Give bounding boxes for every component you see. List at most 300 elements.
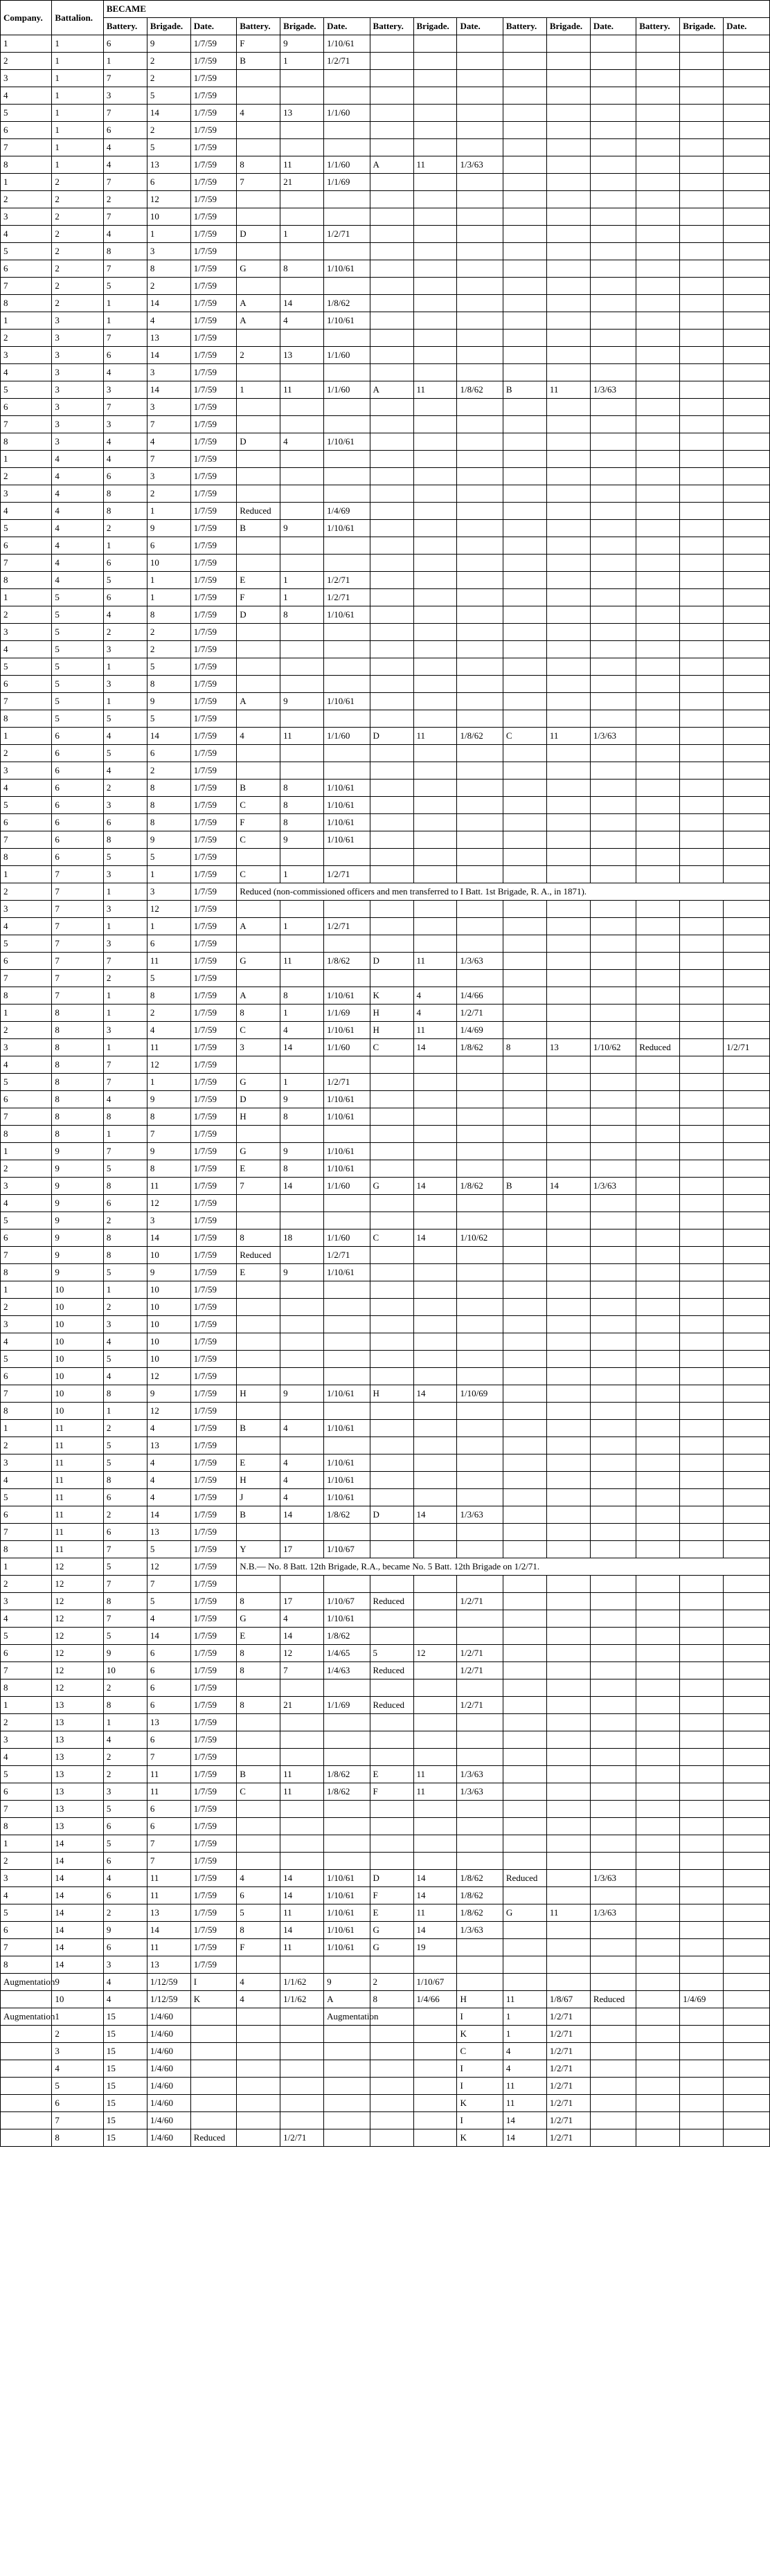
empty-cell — [636, 676, 680, 693]
table-cell: 15 — [103, 2095, 147, 2112]
table-cell: 12 — [52, 1662, 103, 1679]
empty-cell — [546, 1835, 590, 1853]
table-cell: 1 — [52, 87, 103, 105]
empty-cell — [280, 1576, 324, 1593]
empty-cell — [680, 1904, 724, 1922]
empty-cell — [280, 555, 324, 572]
empty-cell — [636, 797, 680, 814]
empty-cell — [680, 1230, 724, 1247]
table-cell: 1 — [1, 866, 52, 883]
table-cell — [413, 2008, 457, 2026]
table-cell: 14 — [280, 1506, 324, 1524]
table-cell: 1/7/59 — [190, 433, 236, 451]
empty-cell — [724, 1195, 770, 1212]
empty-cell — [237, 537, 280, 555]
table-cell: 7 — [1, 555, 52, 572]
empty-cell — [724, 1887, 770, 1904]
empty-cell — [457, 606, 503, 624]
empty-cell — [680, 555, 724, 572]
empty-cell — [280, 1126, 324, 1143]
empty-cell — [457, 1333, 503, 1351]
table-cell — [280, 2060, 324, 2078]
empty-cell — [324, 1195, 370, 1212]
empty-cell — [546, 849, 590, 866]
empty-cell — [546, 1887, 590, 1904]
empty-cell — [503, 1195, 546, 1212]
empty-cell — [237, 416, 280, 433]
table-cell: 1/7/59 — [190, 1558, 236, 1576]
table-cell: 11 — [280, 1904, 324, 1922]
empty-cell — [503, 537, 546, 555]
table-cell: 12 — [52, 1576, 103, 1593]
table-cell: 7 — [103, 174, 147, 191]
empty-cell — [324, 1749, 370, 1766]
empty-cell — [680, 1385, 724, 1403]
empty-cell — [370, 1333, 413, 1351]
empty-cell — [590, 1956, 636, 1974]
empty-cell — [370, 1108, 413, 1126]
empty-cell — [503, 762, 546, 780]
empty-cell — [636, 1749, 680, 1766]
table-row — [1, 728, 770, 745]
empty-cell — [413, 624, 457, 641]
empty-cell — [503, 468, 546, 485]
table-cell: 8 — [103, 1697, 147, 1714]
table-row — [1, 2095, 770, 2112]
table-cell: 1/7/59 — [190, 1333, 236, 1351]
empty-cell — [413, 1316, 457, 1333]
table-cell: I — [457, 2008, 503, 2026]
empty-cell — [680, 1437, 724, 1454]
table-cell: 1/10/62 — [590, 1039, 636, 1056]
table-cell: 3 — [103, 935, 147, 953]
table-row — [1, 1506, 770, 1524]
table-cell: 1/7/59 — [190, 1281, 236, 1299]
empty-cell — [546, 1818, 590, 1835]
table-cell: I — [457, 2112, 503, 2129]
empty-cell — [457, 35, 503, 53]
empty-cell — [413, 1835, 457, 1853]
empty-cell — [546, 1610, 590, 1628]
table-cell: 4 — [103, 1333, 147, 1351]
battalion-header: Battalion. — [52, 1, 103, 35]
table-row — [1, 330, 770, 347]
table-row — [1, 676, 770, 693]
empty-cell — [724, 1281, 770, 1299]
empty-cell — [546, 520, 590, 537]
table-cell: 10 — [52, 1991, 103, 2008]
empty-cell — [546, 1195, 590, 1212]
table-row — [1, 1247, 770, 1264]
table-cell: 4 — [1, 780, 52, 797]
table-cell: 13 — [52, 1801, 103, 1818]
empty-cell — [724, 1991, 770, 2008]
table-cell — [190, 2026, 236, 2043]
empty-cell — [724, 1489, 770, 1506]
empty-cell — [503, 364, 546, 381]
table-cell: 1/10/61 — [324, 987, 370, 1005]
empty-cell — [636, 381, 680, 399]
table-cell: 8 — [147, 780, 190, 797]
table-cell: 1 — [1, 728, 52, 745]
empty-cell — [280, 1714, 324, 1731]
table-cell: 4 — [1, 364, 52, 381]
empty-cell — [457, 555, 503, 572]
table-cell: 1/7/59 — [190, 1299, 236, 1316]
empty-cell — [503, 35, 546, 53]
table-cell: 14 — [147, 381, 190, 399]
empty-cell — [413, 433, 457, 451]
table-cell: 1/8/62 — [324, 1783, 370, 1801]
empty-cell — [724, 2112, 770, 2129]
table-cell — [324, 2129, 370, 2147]
table-cell: 18 — [280, 1230, 324, 1247]
table-cell: 8 — [103, 485, 147, 503]
empty-cell — [413, 278, 457, 295]
empty-cell — [413, 710, 457, 728]
table-cell: 1/7/59 — [190, 1178, 236, 1195]
table-cell: 7 — [1, 1801, 52, 1818]
table-cell: 1/1/60 — [324, 381, 370, 399]
empty-cell — [680, 122, 724, 139]
empty-cell — [280, 1801, 324, 1818]
empty-cell — [636, 589, 680, 606]
empty-cell — [636, 330, 680, 347]
empty-cell — [590, 1195, 636, 1212]
empty-cell — [503, 1541, 546, 1558]
table-cell: 1/7/59 — [190, 243, 236, 260]
table-cell: 11 — [280, 953, 324, 970]
table-cell: 8 — [103, 1385, 147, 1403]
empty-cell — [590, 433, 636, 451]
empty-cell — [546, 416, 590, 433]
table-cell: 8 — [237, 1593, 280, 1610]
empty-cell — [457, 693, 503, 710]
table-cell: 3 — [52, 364, 103, 381]
table-cell: 7 — [1, 139, 52, 156]
table-row — [1, 520, 770, 537]
empty-cell — [413, 191, 457, 208]
table-cell: 3 — [103, 416, 147, 433]
table-cell: 2 — [147, 624, 190, 641]
empty-cell — [680, 1974, 724, 1991]
empty-cell — [237, 676, 280, 693]
table-cell: 5 — [147, 139, 190, 156]
empty-cell — [590, 1368, 636, 1385]
empty-cell — [503, 433, 546, 451]
empty-cell — [636, 278, 680, 295]
table-cell: 6 — [103, 1489, 147, 1506]
empty-cell — [636, 1766, 680, 1783]
empty-cell — [370, 451, 413, 468]
table-cell: 3 — [103, 87, 147, 105]
empty-cell — [503, 208, 546, 226]
empty-cell — [457, 1541, 503, 1558]
empty-cell — [280, 1056, 324, 1074]
empty-cell — [324, 1368, 370, 1385]
empty-cell — [546, 122, 590, 139]
table-cell: B — [237, 53, 280, 70]
table-cell: 8 — [147, 987, 190, 1005]
empty-cell — [590, 537, 636, 555]
empty-cell — [590, 260, 636, 278]
table-cell: 1/4/69 — [457, 1022, 503, 1039]
empty-cell — [590, 1783, 636, 1801]
empty-cell — [324, 1679, 370, 1697]
empty-cell — [280, 243, 324, 260]
empty-cell — [457, 589, 503, 606]
table-cell: 1/7/59 — [190, 1662, 236, 1679]
table-cell: 14 — [147, 728, 190, 745]
empty-cell — [724, 1454, 770, 1472]
table-cell: B — [237, 520, 280, 537]
empty-cell — [413, 555, 457, 572]
table-cell: 1/7/59 — [190, 1576, 236, 1593]
empty-cell — [590, 2078, 636, 2095]
empty-cell — [724, 1662, 770, 1679]
table-cell: 2 — [1, 745, 52, 762]
table-cell: 5 — [147, 87, 190, 105]
table-cell: 8 — [103, 1472, 147, 1489]
empty-cell — [590, 901, 636, 918]
empty-cell — [370, 330, 413, 347]
table-cell: 8 — [103, 1108, 147, 1126]
table-cell: 1 — [1, 451, 52, 468]
table-cell — [280, 503, 324, 520]
table-row — [1, 1956, 770, 1974]
empty-cell — [724, 1091, 770, 1108]
table-cell: 5 — [103, 1160, 147, 1178]
empty-cell — [370, 1489, 413, 1506]
empty-cell — [237, 1835, 280, 1853]
table-cell: 3 — [1, 347, 52, 364]
table-cell: 1/7/59 — [190, 1264, 236, 1281]
table-cell: 6 — [103, 347, 147, 364]
table-cell: 1/2/71 — [324, 918, 370, 935]
empty-cell — [413, 1333, 457, 1351]
empty-cell — [280, 658, 324, 676]
table-cell: 3 — [52, 330, 103, 347]
table-cell: 1 — [52, 139, 103, 156]
empty-cell — [546, 953, 590, 970]
empty-cell — [724, 278, 770, 295]
empty-cell — [724, 347, 770, 364]
empty-cell — [546, 831, 590, 849]
empty-cell — [370, 1160, 413, 1178]
empty-cell — [590, 1091, 636, 1108]
table-row — [1, 710, 770, 728]
empty-cell — [370, 416, 413, 433]
table-cell: 7 — [103, 208, 147, 226]
empty-cell — [724, 901, 770, 918]
empty-cell — [636, 1887, 680, 1904]
empty-cell — [724, 866, 770, 883]
empty-cell — [413, 1143, 457, 1160]
table-cell: 1/7/59 — [190, 745, 236, 762]
table-cell: 10 — [52, 1281, 103, 1299]
empty-cell — [724, 139, 770, 156]
table-cell: 1 — [280, 53, 324, 70]
table-cell: 9 — [147, 1143, 190, 1160]
table-cell: 8 — [370, 1991, 413, 2008]
empty-cell — [680, 1870, 724, 1887]
empty-cell — [724, 53, 770, 70]
empty-cell — [324, 901, 370, 918]
table-cell: A — [324, 1991, 370, 2008]
empty-cell — [457, 1437, 503, 1454]
empty-cell — [724, 1403, 770, 1420]
empty-cell — [457, 1801, 503, 1818]
empty-cell — [370, 105, 413, 122]
table-cell: 3 — [147, 468, 190, 485]
table-cell: 11 — [147, 1870, 190, 1887]
table-cell: 6 — [1, 676, 52, 693]
empty-cell — [590, 1506, 636, 1524]
empty-cell — [680, 606, 724, 624]
table-cell: 1/4/60 — [147, 2026, 190, 2043]
table-cell — [413, 1593, 457, 1610]
table-cell: 1/10/61 — [324, 1022, 370, 1039]
empty-cell — [590, 1766, 636, 1783]
empty-cell — [590, 191, 636, 208]
empty-cell — [370, 139, 413, 156]
empty-cell — [546, 745, 590, 762]
empty-cell — [590, 226, 636, 243]
empty-cell — [546, 87, 590, 105]
empty-cell — [280, 1299, 324, 1316]
table-cell — [324, 2043, 370, 2060]
table-row — [1, 1697, 770, 1714]
table-cell: 6 — [1, 1368, 52, 1385]
empty-cell — [546, 1420, 590, 1437]
empty-cell — [680, 693, 724, 710]
table-cell — [280, 2112, 324, 2129]
table-cell: 5 — [237, 1904, 280, 1922]
table-cell: 6 — [1, 1922, 52, 1939]
empty-cell — [546, 1628, 590, 1645]
empty-cell — [457, 485, 503, 503]
empty-cell — [680, 295, 724, 312]
empty-cell — [237, 1437, 280, 1454]
empty-cell — [280, 1524, 324, 1541]
table-row — [1, 555, 770, 572]
empty-cell — [503, 1714, 546, 1731]
empty-cell — [590, 1074, 636, 1091]
empty-cell — [636, 1368, 680, 1385]
table-cell: 11 — [147, 1783, 190, 1801]
subheader-cell: Battery. — [370, 18, 413, 35]
table-cell: 14 — [52, 1922, 103, 1939]
table-cell: 7 — [1, 1939, 52, 1956]
empty-cell — [590, 2043, 636, 2060]
empty-cell — [370, 35, 413, 53]
empty-cell — [680, 2043, 724, 2060]
table-cell: 1/7/59 — [190, 797, 236, 814]
empty-cell — [724, 1974, 770, 1991]
table-cell: 5 — [1, 1766, 52, 1783]
table-cell: 2 — [1, 1160, 52, 1178]
empty-cell — [724, 693, 770, 710]
table-cell: 11 — [413, 1766, 457, 1783]
table-row — [1, 1264, 770, 1281]
empty-cell — [636, 1281, 680, 1299]
table-cell: 14 — [503, 2129, 546, 2147]
empty-cell — [636, 624, 680, 641]
table-cell: 5 — [103, 1558, 147, 1576]
table-cell: 7 — [147, 416, 190, 433]
empty-cell — [724, 918, 770, 935]
empty-cell — [724, 555, 770, 572]
empty-cell — [280, 849, 324, 866]
table-row — [1, 1731, 770, 1749]
table-cell: 1/8/62 — [457, 1904, 503, 1922]
table-cell — [237, 2043, 280, 2060]
empty-cell — [680, 918, 724, 935]
empty-cell — [724, 1299, 770, 1316]
empty-cell — [636, 1835, 680, 1853]
empty-cell — [503, 1454, 546, 1472]
empty-cell — [546, 295, 590, 312]
table-cell: 8 — [103, 1247, 147, 1264]
empty-cell — [680, 1749, 724, 1766]
empty-cell — [546, 901, 590, 918]
empty-cell — [237, 1956, 280, 1974]
empty-cell — [636, 2043, 680, 2060]
empty-cell — [413, 1195, 457, 1212]
table-cell: 1/2/71 — [546, 2078, 590, 2095]
table-row — [1, 1783, 770, 1801]
table-cell: 7 — [147, 451, 190, 468]
table-cell — [413, 1662, 457, 1679]
note-cell: Reduced (non-commissioned officers and men transferred to I Batt. 1st Brigade, R. A., in 1871). — [237, 883, 770, 901]
table-cell: 1/8/62 — [457, 1887, 503, 1904]
empty-cell — [413, 589, 457, 606]
empty-cell — [590, 1108, 636, 1126]
table-cell: 1/2/71 — [546, 2095, 590, 2112]
empty-cell — [546, 537, 590, 555]
empty-cell — [457, 1489, 503, 1506]
empty-cell — [280, 1679, 324, 1697]
empty-cell — [370, 1126, 413, 1143]
empty-cell — [370, 312, 413, 330]
table-row — [1, 1039, 770, 1056]
empty-cell — [724, 364, 770, 381]
table-cell: 7 — [1, 1385, 52, 1403]
empty-cell — [457, 503, 503, 520]
empty-cell — [590, 1212, 636, 1230]
note-cell: N.B.— No. 8 Batt. 12th Brigade, R.A., became No. 5 Batt. 12th Brigade on 1/2/71. — [237, 1558, 770, 1576]
empty-cell — [590, 1351, 636, 1368]
table-cell: 6 — [1, 814, 52, 831]
table-cell: 4 — [103, 139, 147, 156]
table-cell: 1/7/59 — [190, 1143, 236, 1160]
empty-cell — [457, 87, 503, 105]
empty-cell — [370, 70, 413, 87]
table-row — [1, 122, 770, 139]
empty-cell — [590, 710, 636, 728]
empty-cell — [680, 1887, 724, 1904]
table-cell: E — [237, 1454, 280, 1472]
empty-cell — [636, 814, 680, 831]
empty-cell — [590, 2112, 636, 2129]
table-row — [1, 953, 770, 970]
table-cell: 1/7/59 — [190, 987, 236, 1005]
empty-cell — [546, 503, 590, 520]
empty-cell — [503, 1974, 546, 1991]
table-cell: 8 — [103, 503, 147, 520]
table-cell: 7 — [1, 970, 52, 987]
table-cell: 5 — [1, 797, 52, 814]
